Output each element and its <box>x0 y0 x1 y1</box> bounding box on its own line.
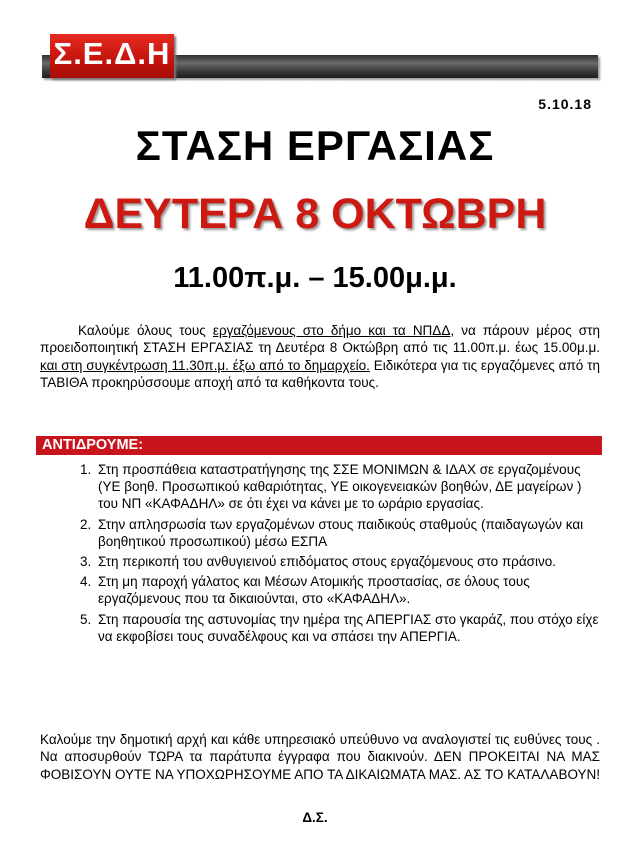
list-item <box>80 611 600 645</box>
intro-underlined-rally: και στη συγκέντρωση 11.30π.μ. έξω από το δημαρχείο. <box>40 357 370 373</box>
intro-paragraph <box>40 322 600 392</box>
list-item-text: Στη περικοπή του ανθυγιεινού επιδόματος στους εργαζόμενους στο πράσινο. <box>98 554 557 570</box>
section-header-label: ΑΝΤΙΔΡΟΥΜΕ: <box>42 437 144 453</box>
intro-text-1: Καλούμε όλους τους <box>78 323 213 338</box>
list-item-number: 5. <box>80 611 92 627</box>
list-item-text: Στην απλησρωσία των εργαζομένων στους παιδικούς σταθμούς (παιδαγωγών και βοηθητικού προσωπικού) μέσω ΕΣΠΑ <box>98 516 584 549</box>
title-day: ΔΕΥΤΕΡΑ 8 ΟΚΤΩΒΡΗ <box>83 190 547 238</box>
logo-text: Σ.Ε.Δ.Η <box>53 36 171 71</box>
list-item-number: 2. <box>80 516 92 532</box>
list-item <box>80 573 600 607</box>
title-time: 11.00π.μ. – 15.00μ.μ. <box>173 262 457 294</box>
union-logo-header <box>42 34 600 93</box>
signature: Δ.Σ. <box>302 810 328 825</box>
list-item-number: 3. <box>80 554 92 570</box>
list-item <box>80 516 600 550</box>
closing-text: Καλούμε την δημοτική αρχή και κάθε υπηρεσιακό υπεύθυνο να αναλογιστεί τις ευθύνες τους . Να αποσυρθούν ΤΩΡΑ τα παράτυπα έγγραφα που διακινούν. ΔΕΝ ΠΡΟΚΕΙΤΑΙ ΝΑ ΜΑΣ ΦΟΒΙΣΟΥΝ ΟΥΤΕ ΝΑ ΥΠΟΧΩΡΗΣΟΥΜΕ ΑΠΟ ΤΑ ΔΙΚΑΙΩΜΑΤΑ ΜΑΣ. ΑΣ ΤΟ ΚΑΤΑΛΑΒΟΥΝ! <box>40 732 601 782</box>
list-item-text: Στη προσπάθεια καταστρατήγησης της ΣΣΕ ΜΟΝΙΜΩΝ & ΙΔΑΧ σε εργαζομένους (ΥΕ βοηθ. Προσωπικού καθαριότητας, ΥΕ οικογενειακών βοηθών, ΔΕ μαγείρων ) του ΝΠ «ΚΑΦΑΔΗΛ» σε ότι έχει να κάνει με το ωράριο εργασίας. <box>98 462 582 512</box>
list-item-text: Στη παρουσία της αστυνομίας την ημέρα της ΑΠΕΡΓΙΑΣ στο γκαράζ, που στόχο είχε να εκφοβίσει τους συναδέλφους και να σπάσει την ΑΠΕΡΓΙΑ. <box>98 611 599 644</box>
union-name: ΣΩΜΑΤΕΙΟ ΕΡΓΑΖΟΜΕΝΩΝ ΔΗΜΟΥ ΗΛΙΟΥΠΟΛΗΣ <box>182 79 534 93</box>
demands-list <box>80 461 600 648</box>
list-item <box>80 461 600 513</box>
list-item-number: 4. <box>80 574 92 590</box>
closing-paragraph <box>40 731 600 783</box>
list-item-text: Στη μη παροχή γάλατος και Μέσων Ατομικής προστασίας, σε όλους τους εργαζόμενους που τα δικαιούνται, στο «ΚΑΦΑΔΗΛ». <box>98 574 530 607</box>
intro-text-3: Ειδικότερα για τις εργαζόμενες από τη ΤΑΒΙΘΑ προκηρύσσουμε αποχή από τα καθήκοντα τους. <box>40 357 601 391</box>
list-item-number: 1. <box>80 462 92 477</box>
document-date: 5.10.18 <box>538 96 592 112</box>
intro-underlined-workers: εργαζόμενους στο δήμο και τα ΝΠΔΔ <box>212 323 451 338</box>
title-work-stoppage: ΣΤΑΣΗ ΕΡΓΑΣΙΑΣ <box>135 122 495 169</box>
list-item <box>80 553 600 570</box>
logo-red-box <box>50 34 174 78</box>
intro-text-2: , να πάρουν μέρος στη προειδοποιητική ΣΤΑΣΗ ΕΡΓΑΣΙΑΣ τη Δευτέρα 8 Οκτώβρη από τις 11.00π.μ. έως 15.00μ.μ. <box>40 323 600 356</box>
section-header-bar <box>36 436 602 455</box>
